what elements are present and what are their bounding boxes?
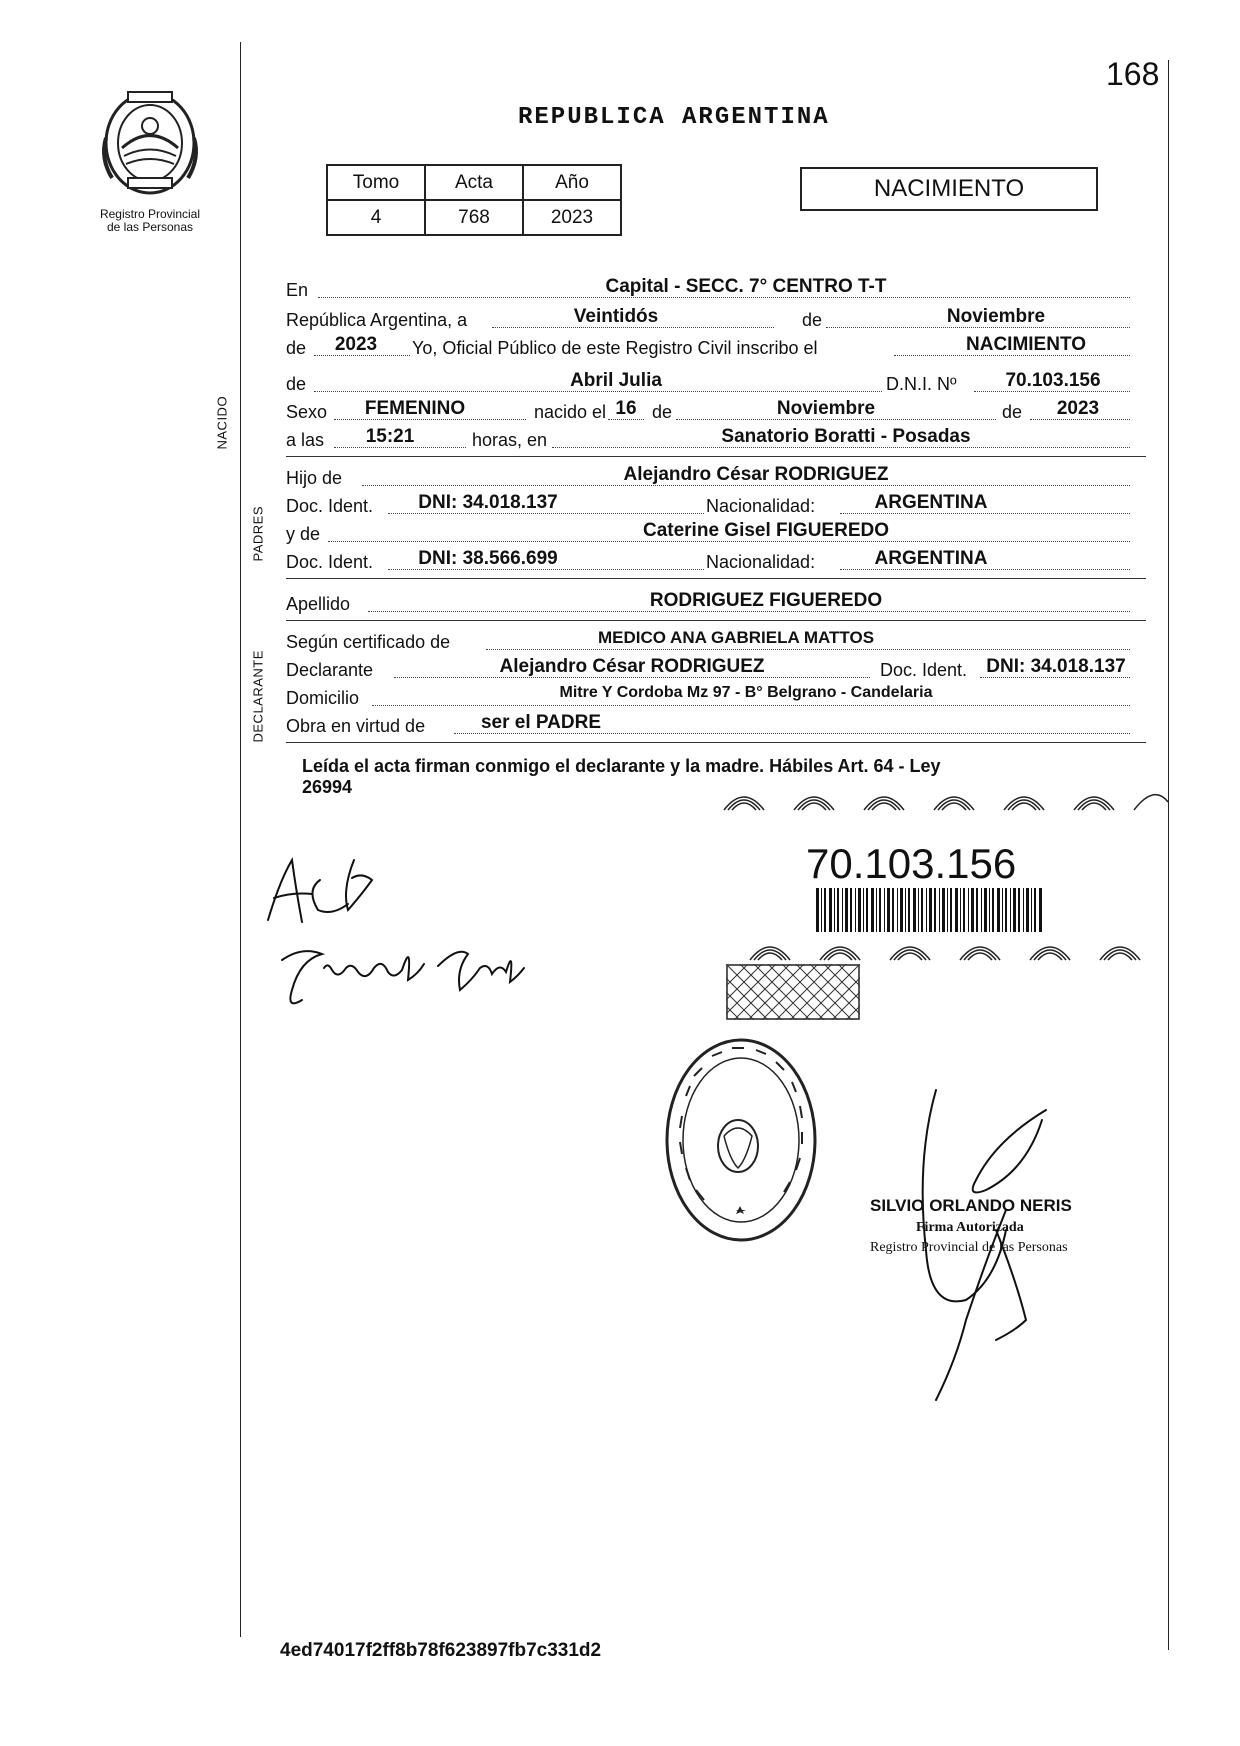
label-horas-en: horas, en [472, 430, 548, 450]
value-declarante-doc: DNI: 34.018.137 [986, 656, 1126, 677]
row-obra [286, 712, 1146, 740]
label-de-nac-anio: de [1002, 402, 1023, 422]
section-label-declarante: DECLARANTE [250, 650, 266, 743]
seal-caption [82, 208, 218, 234]
record-type-box: NACIMIENTO [800, 167, 1098, 211]
value-padre-doc: DNI: 34.018.137 [418, 492, 558, 513]
row-madre-doc [286, 548, 1146, 576]
left-margin-line [240, 42, 241, 1637]
label-a-las: a las [286, 430, 325, 450]
divider-padres [286, 578, 1146, 579]
value-lugar: Capital - SECC. 7° CENTRO T-T [605, 276, 887, 297]
row-fecha-inscripcion [286, 306, 1146, 334]
value-sexo: FEMENINO [364, 398, 466, 419]
round-registry-seal-icon [664, 1036, 818, 1244]
label-certificado: Según certificado de [286, 632, 451, 652]
label-obra: Obra en virtud de [286, 716, 426, 736]
row-padre [286, 464, 1146, 492]
row-inscripcion [286, 334, 1146, 362]
value-apellido: RODRIGUEZ FIGUEREDO [649, 590, 883, 611]
label-en: En [286, 280, 309, 300]
label-declarante-doc: Doc. Ident. [880, 660, 968, 680]
value-madre: Caterine Gisel FIGUEREDO [642, 520, 889, 541]
document-hash: 4ed74017f2ff8b78f623897fb7c331d2 [280, 1640, 602, 1661]
label-de-anio: de [286, 338, 307, 358]
row-padre-doc [286, 492, 1146, 520]
section-label-padres: PADRES [250, 506, 266, 562]
label-padre-nac: Nacionalidad: [706, 496, 816, 516]
row-lugar [286, 276, 1146, 304]
row-apellido [286, 590, 1146, 618]
row-declarante [286, 656, 1146, 684]
seal-caption-line2: de las Personas [106, 220, 194, 234]
provincial-seal [92, 88, 208, 198]
table-value-acta: 768 [425, 200, 523, 235]
divider-declarante [286, 742, 1146, 743]
value-nombre: Abril Julia [570, 370, 662, 391]
value-dia: Veintidós [573, 306, 659, 327]
value-dni: 70.103.156 [1005, 370, 1101, 391]
row-certificado [286, 628, 1146, 656]
label-padre-doc: Doc. Ident. [286, 496, 374, 516]
value-certificado: MEDICO ANA GABRIELA MATTOS [597, 628, 875, 647]
page-number: 168 [1106, 56, 1160, 92]
label-sexo: Sexo [286, 402, 328, 422]
value-lugar-nac: Sanatorio Boratti - Posadas [721, 426, 971, 447]
row-domicilio [286, 684, 1146, 712]
row-madre [286, 520, 1146, 548]
row-sexo [286, 398, 1146, 426]
divider-nacido [286, 456, 1146, 457]
value-domicilio: Mitre Y Cordoba Mz 97 - B° Belgrano - Candelaria [559, 684, 933, 701]
value-nac-anio: 2023 [1056, 398, 1100, 419]
label-declarante: Declarante [286, 660, 374, 680]
closing-note-line1: Leída el acta firman conmigo el declarante y la madre. Hábiles Art. 64 - Ley [302, 756, 941, 776]
declarante-signature-icon [262, 850, 562, 1020]
value-obra: ser el PADRE [480, 712, 602, 733]
row-hora [286, 426, 1146, 454]
value-declarante: Alejandro César RODRIGUEZ [499, 656, 765, 677]
value-madre-doc: DNI: 38.566.699 [418, 548, 558, 569]
label-apellido: Apellido [286, 594, 351, 614]
table-header-acta: Acta [425, 165, 523, 200]
oficial-org: Registro Provincial de las Personas [870, 1240, 1068, 1255]
oficial-name: SILVIO ORLANDO NERIS [870, 1196, 1072, 1215]
oficial-title: Firma Autorizada [916, 1220, 1024, 1235]
value-anio: 2023 [334, 334, 378, 355]
table-header-anio: Año [523, 165, 621, 200]
barcode-icon [816, 888, 1042, 932]
value-hora: 15:21 [365, 426, 415, 447]
security-pattern-icon [720, 782, 1168, 812]
page-title: REPUBLICA ARGENTINA [518, 104, 830, 131]
label-y-de: y de [286, 524, 321, 544]
misiones-coat-of-arms-icon [92, 88, 208, 198]
table-header-tomo: Tomo [327, 165, 425, 200]
label-de-nac: de [652, 402, 673, 422]
label-domicilio: Domicilio [286, 688, 360, 708]
right-margin-line [1168, 60, 1169, 1650]
divider-apellido [286, 620, 1146, 621]
security-pattern-lower-icon [720, 932, 1168, 962]
label-nacido-el: nacido el [534, 402, 607, 422]
label-madre-doc: Doc. Ident. [286, 552, 374, 572]
seal-caption-line1: Registro Provincial [99, 207, 201, 221]
label-de-nombre: de [286, 374, 307, 394]
dni-big-number: 70.103.156 [806, 840, 1017, 887]
value-inscribe: NACIMIENTO [966, 334, 1086, 355]
table-value-tomo: 4 [327, 200, 425, 235]
value-mes: Noviembre [946, 306, 1046, 327]
value-madre-nac: ARGENTINA [874, 548, 988, 569]
label-madre-nac: Nacionalidad: [706, 552, 816, 572]
value-padre-nac: ARGENTINA [874, 492, 988, 513]
table-value-anio: 2023 [523, 200, 621, 235]
section-label-nacido: NACIDO [214, 395, 230, 450]
label-hijo-de: Hijo de [286, 468, 343, 488]
value-nac-dia: 16 [615, 398, 637, 419]
row-nombre [286, 370, 1146, 398]
closing-note-line2: 26994 [302, 777, 353, 797]
label-de: de [802, 310, 823, 330]
label-republica: República Argentina, a [286, 310, 468, 330]
guilloche-stamp-icon [726, 964, 860, 1020]
label-dni: D.N.I. Nº [886, 374, 957, 394]
label-oficial: Yo, Oficial Público de este Registro Civil inscribo el [412, 338, 818, 358]
value-nac-mes: Noviembre [776, 398, 876, 419]
reference-table [326, 164, 622, 236]
value-padre: Alejandro César RODRIGUEZ [623, 464, 889, 485]
